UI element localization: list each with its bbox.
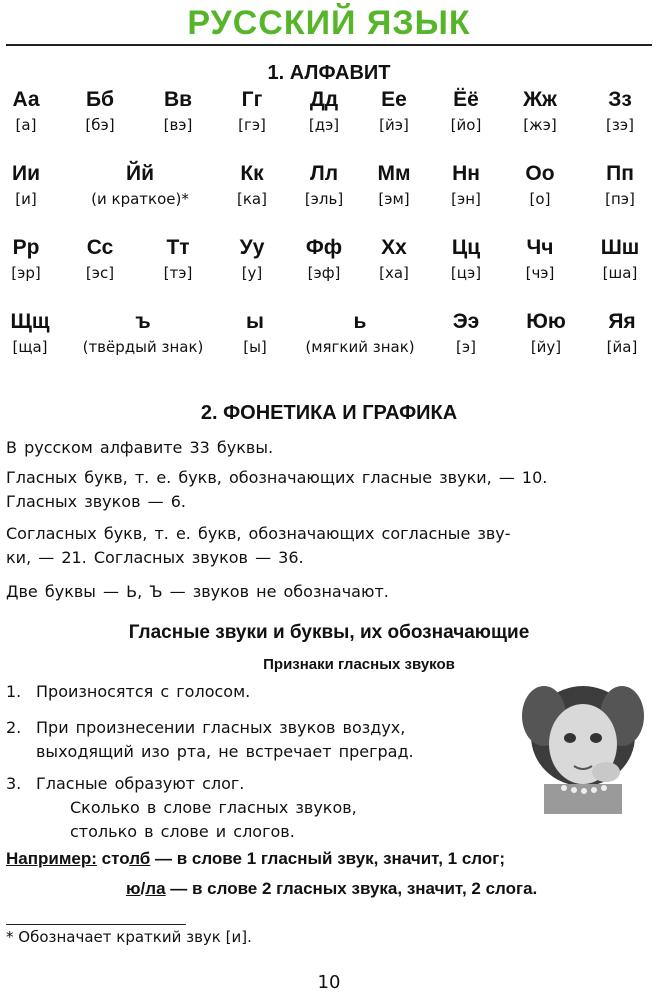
syllable: ю xyxy=(126,879,141,898)
paragraph-alphabet-count: В русском алфавите 33 буквы. xyxy=(6,438,274,457)
alphabet-cell xyxy=(238,88,266,136)
alphabet-sound: [у] xyxy=(241,264,263,282)
alphabet-sound: [йа] xyxy=(606,338,638,356)
example-block xyxy=(6,844,652,904)
paragraph-vowels-count xyxy=(6,466,652,514)
alphabet-letters: Пп xyxy=(606,162,634,185)
alphabet-cell xyxy=(83,310,204,358)
alphabet-sound: [йо] xyxy=(450,116,482,134)
example-line-2 xyxy=(6,874,652,904)
alphabet-cell xyxy=(379,236,409,284)
alphabet-cell xyxy=(240,236,265,284)
paragraph-consonants-count xyxy=(6,522,652,570)
alphabet-sound: [йу] xyxy=(530,338,562,356)
alphabet-cell xyxy=(243,310,267,358)
alphabet-sound: [эм] xyxy=(378,190,410,208)
alphabet-letters: Цц xyxy=(451,236,481,259)
list-item-text: выходящий изо рта, не встречает преград. xyxy=(36,742,414,761)
alphabet-letters: Сс xyxy=(86,236,114,259)
list-item xyxy=(6,716,414,764)
paragraph-line: Гласных букв, т. е. букв, обозначающих гласные звуки, — 10. xyxy=(6,468,548,487)
paragraph-signs: Две буквы — Ь, Ъ — звуков не обозначают. xyxy=(6,582,389,601)
alphabet-sound: [зэ] xyxy=(606,116,634,134)
paragraph-line: Согласных букв, т. е. букв, обозначающих согласные зву- xyxy=(6,524,511,543)
alphabet-letters: Гг xyxy=(241,88,263,111)
example-word-1 xyxy=(102,849,151,868)
alphabet-cell xyxy=(305,162,343,210)
alphabet-cell xyxy=(453,310,480,358)
list-item-text: Сколько в слове гласных звуков, xyxy=(70,798,357,817)
example-line-1 xyxy=(6,844,652,874)
alphabet-cell xyxy=(237,162,267,210)
page-header xyxy=(6,0,652,46)
alphabet-letters: Бб xyxy=(85,88,115,111)
alphabet-letters: Рр xyxy=(12,236,40,259)
vowels-subheading: Признаки гласных звуков xyxy=(263,656,455,673)
syllable: ла xyxy=(145,879,166,898)
alphabet-sound: [эр] xyxy=(11,264,41,282)
alphabet-sound: [ка] xyxy=(237,190,267,208)
alphabet-cell xyxy=(164,88,193,136)
alphabet-letters: Ёё xyxy=(453,88,479,111)
alphabet-cell xyxy=(607,310,638,358)
alphabet-letters: Уу xyxy=(239,236,265,259)
footnote-divider xyxy=(6,924,186,925)
alphabet-cell xyxy=(11,236,40,284)
alphabet-letters: Ээ xyxy=(452,310,480,333)
example-label: Например: xyxy=(6,849,97,868)
alphabet-cell xyxy=(525,162,554,210)
list-item-text: Гласные образуют слог. xyxy=(36,774,245,793)
alphabet-cell xyxy=(523,88,557,136)
alphabet-letters: ы xyxy=(246,310,264,333)
alphabet-sound: [ща] xyxy=(12,338,48,356)
alphabet-cell xyxy=(605,162,635,210)
alphabet-sound: [вэ] xyxy=(163,116,193,134)
alphabet-letters: Оо xyxy=(525,162,555,185)
list-item-text: Произносятся с голосом. xyxy=(36,682,251,701)
alphabet-cell xyxy=(164,236,193,284)
alphabet-sound: [дэ] xyxy=(308,116,340,134)
alphabet-sound: [эс] xyxy=(85,264,115,282)
alphabet-letters: Дд xyxy=(309,88,339,111)
alphabet-sound: [пэ] xyxy=(605,190,635,208)
list-item-text: столько в слове и слогов. xyxy=(70,822,295,841)
alphabet-sound: [жэ] xyxy=(523,116,557,134)
girl-illustration xyxy=(514,676,652,814)
syllable-separator: / xyxy=(140,879,146,898)
vowels-heading: Гласные звуки и буквы, их обозначающие xyxy=(128,622,530,643)
alphabet-cell xyxy=(451,162,481,210)
alphabet-letters: Чч xyxy=(526,236,554,259)
alphabet-letters: Жж xyxy=(523,88,557,111)
alphabet-letters: Шш xyxy=(600,236,640,259)
paragraph-line: Гласных звуков — 6. xyxy=(6,492,186,511)
alphabet-letters: Зз xyxy=(608,88,632,111)
alphabet-letters: ь xyxy=(353,310,367,333)
alphabet-cell xyxy=(309,88,339,136)
alphabet-letters: Ее xyxy=(381,88,407,111)
alphabet-sound: [э] xyxy=(456,338,476,356)
alphabet-cell xyxy=(377,162,410,210)
alphabet-cell xyxy=(606,88,634,136)
alphabet-letters: Фф xyxy=(305,236,343,259)
alphabet-sound: [чэ] xyxy=(525,264,555,282)
alphabet-sound: [йэ] xyxy=(379,116,409,134)
syllable: сто xyxy=(101,849,130,868)
list-item xyxy=(6,680,250,704)
alphabet-cell xyxy=(526,310,566,358)
alphabet-sound: [ха] xyxy=(379,264,409,282)
alphabet-letters: Юю xyxy=(526,310,566,333)
alphabet-sound: (и краткое)* xyxy=(91,190,189,208)
alphabet-cell xyxy=(379,88,409,136)
alphabet-cell xyxy=(12,162,40,210)
alphabet-sound: (мягкий знак) xyxy=(305,338,415,356)
example-text: — в слове 1 гласный звук, значит, 1 слог; xyxy=(155,849,506,868)
alphabet-letters: Мм xyxy=(377,162,411,185)
alphabet-cell xyxy=(306,236,342,284)
alphabet-sound: [цэ] xyxy=(450,264,482,282)
list-item-text: При произнесении гласных звуков воздух, xyxy=(36,718,406,737)
alphabet-letters: Вв xyxy=(163,88,193,111)
alphabet-cell xyxy=(305,310,414,358)
alphabet-sound: [ы] xyxy=(243,338,267,356)
alphabet-sound: [тэ] xyxy=(163,264,193,282)
alphabet-cell xyxy=(10,310,49,358)
list-item-number: 3. xyxy=(6,774,22,793)
alphabet-sound: [эф] xyxy=(307,264,341,282)
alphabet-letters: Аа xyxy=(12,88,40,111)
list-item xyxy=(6,772,357,844)
alphabet-letters: Лл xyxy=(309,162,339,185)
alphabet-letters: Нн xyxy=(452,162,480,185)
alphabet-letters: ъ xyxy=(135,310,151,333)
alphabet-letters: Ии xyxy=(11,162,41,185)
alphabet-table xyxy=(0,88,658,378)
alphabet-sound: (твёрдый знак) xyxy=(82,338,204,356)
syllable: лб xyxy=(129,849,151,868)
alphabet-letters: Тт xyxy=(166,236,190,259)
page-title: РУССКИЙ ЯЗЫК xyxy=(187,4,471,42)
alphabet-sound: [гэ] xyxy=(238,116,266,134)
list-item-number: 1. xyxy=(6,682,22,701)
alphabet-cell xyxy=(85,88,114,136)
example-word-2 xyxy=(126,879,166,898)
example-text: — в слове 2 гласных звука, значит, 2 слога. xyxy=(170,879,538,898)
alphabet-cell xyxy=(601,236,640,284)
paragraph-line: ки, — 21. Согласных звуков — 36. xyxy=(6,548,304,567)
alphabet-letters: Кк xyxy=(240,162,264,185)
alphabet-sound: [эн] xyxy=(451,190,481,208)
alphabet-sound: [о] xyxy=(529,190,551,208)
alphabet-sound: [эль] xyxy=(304,190,344,208)
alphabet-sound: [и] xyxy=(15,190,37,208)
alphabet-letters: Яя xyxy=(608,310,636,333)
alphabet-cell xyxy=(526,236,555,284)
alphabet-sound: [а] xyxy=(15,116,37,134)
page-number: 10 xyxy=(317,972,341,993)
section-alphabet-title: 1. АЛФАВИТ xyxy=(267,62,391,84)
alphabet-letters: Хх xyxy=(381,236,407,259)
list-item-number: 2. xyxy=(6,718,22,737)
alphabet-letters: Щщ xyxy=(10,310,50,333)
alphabet-sound: [бэ] xyxy=(85,116,115,134)
alphabet-cell xyxy=(86,236,114,284)
alphabet-cell xyxy=(91,162,189,210)
alphabet-letters: Йй xyxy=(125,162,155,185)
alphabet-cell xyxy=(451,236,481,284)
alphabet-cell xyxy=(12,88,39,136)
alphabet-cell xyxy=(451,88,482,136)
footnote: * Обозначает краткий звук [и]. xyxy=(6,928,252,946)
alphabet-sound: [ша] xyxy=(602,264,638,282)
section-phonetics-title: 2. ФОНЕТИКА И ГРАФИКА xyxy=(200,402,458,424)
